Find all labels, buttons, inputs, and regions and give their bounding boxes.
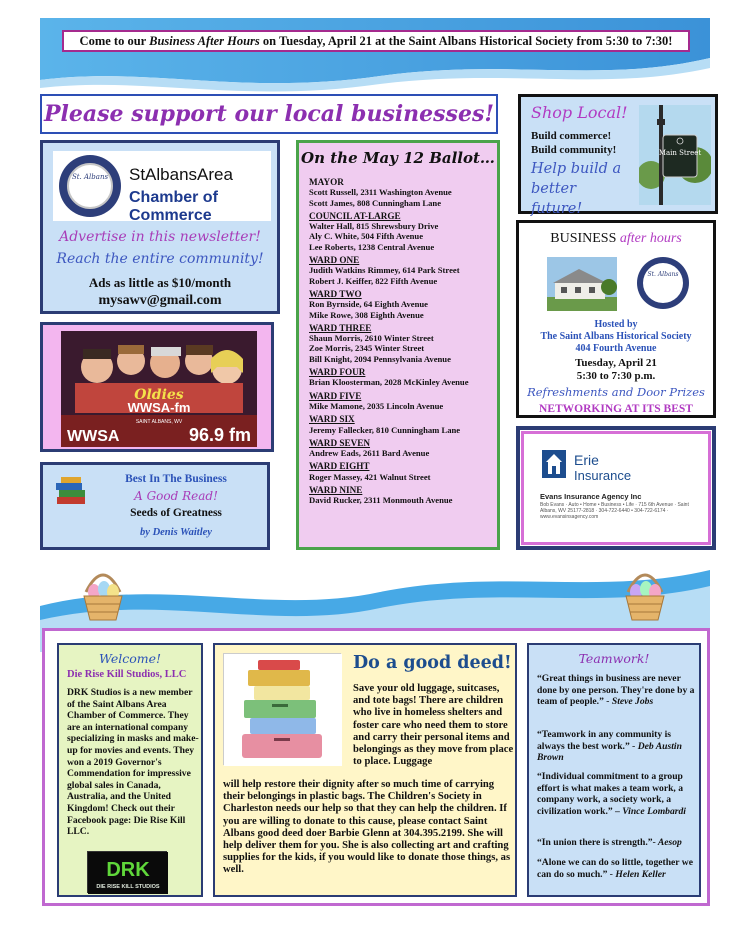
ballot-candidate: Aly C. White, 504 Fifth Avenue	[309, 231, 424, 242]
shop-local-box	[518, 94, 718, 217]
welcome-text: DRK Studios is a new member of the Saint Albans Area Chamber of Commerce. They are an international company specializing in masks and make-up for movies and events. They won a 2019 Governor's Commendation for impressive global sales in Canada, Australia, and the United Kingdom! Check out their Facebook page: Die Rise Kill LLC.	[67, 687, 199, 838]
ballot-office: WARD ONE	[309, 255, 360, 266]
after-hours-heading	[519, 231, 713, 247]
erie-insurance-ad	[516, 426, 716, 550]
quote-author: - Steve Jobs	[603, 696, 654, 708]
book-author: by Denis Waitley	[140, 527, 212, 538]
after-hours-seal-text: St. Albans	[643, 263, 683, 303]
ballot-candidate: Mike Mamone, 2035 Lincoln Avenue	[309, 400, 444, 411]
good-deed-box	[213, 643, 517, 897]
chamber-logo	[53, 151, 271, 224]
ballot-candidate: Judith Watkins Rimmey, 614 Park Street	[309, 265, 460, 276]
ballot-candidate: Walter Hall, 815 Shrewsbury Drive	[309, 221, 439, 232]
ballot-title: On the May 12 Ballot…	[301, 149, 495, 167]
ballot-candidate: Brian Kloosterman, 2028 McKinley Avenue	[309, 377, 469, 388]
banner-suffix: on Tuesday, April 21 at the Saint Albans Historical Society from 5:30 to 7:30!	[259, 34, 673, 48]
best-heading: Best In The Business	[125, 473, 227, 485]
main-street-sign-image	[639, 105, 711, 205]
event-banner	[62, 30, 690, 52]
ballot-office: WARD SEVEN	[309, 437, 371, 448]
teamwork-quote	[537, 837, 697, 849]
ballot-office: WARD FIVE	[309, 390, 362, 401]
quote-author: - Helen Keller	[607, 868, 666, 880]
shop-local-title: Shop Local!	[531, 103, 628, 122]
teamwork-quote	[537, 729, 697, 764]
shop-local-slogan: Help build a better future!	[531, 161, 622, 217]
easter-basket-icon	[80, 562, 126, 624]
teamwork-quote	[537, 857, 697, 880]
banner-emphasis: Business After Hours	[149, 34, 260, 48]
chamber-seal-icon	[59, 155, 121, 217]
agency-details: Bob Evans · Auto • Home • Business • Life · 715 6th Avenue · Saint Albans, WV 25177-2818 · 304-722-6440 • 304-722-6174 · www.evansinsagency.com	[540, 502, 689, 520]
ballot-candidate: Roger Massey, 421 Walnut Street	[309, 471, 431, 482]
hosted-line-1: Hosted by	[594, 319, 638, 330]
good-deed-text-2: will help restore their dignity after so much time of carrying their belongings in plastic bags. The Children's Society in Charleston needs our help so that they can help the children. If you are willing to donate to this cause, please contact Saint Albans good deed doer Barbie Glenn at 304.395.2199. She will help deliver them for you. She is also collecting art and crafting supplies for the kids, if you would like to donate those things, as well.	[223, 779, 511, 876]
drk-logo-big: DRK	[106, 859, 150, 881]
hosted-by	[519, 319, 713, 355]
quote-author: - Aesop	[652, 837, 682, 848]
shop-line-2: Build community!	[531, 144, 617, 156]
ballot-candidate: Scott James, 808 Cunningham Lane	[309, 197, 442, 208]
erie-brand-1: Erie	[574, 452, 599, 468]
ballot-office: WARD TWO	[309, 288, 362, 299]
radio-freq-text: 96.9 fm	[188, 425, 251, 445]
radio-ad	[40, 322, 274, 452]
easter-basket-icon	[622, 562, 668, 624]
quote-author: - Deb Austin Brown	[537, 740, 682, 764]
after-hours-seal-icon	[637, 257, 689, 309]
ballot-candidate: Robert J. Keiffer, 822 Fifth Avenue	[309, 275, 438, 286]
ballot-candidate: Ron Byrnside, 64 Eighth Avenue	[309, 299, 428, 310]
after-hours-plain: BUSINESS	[550, 231, 620, 246]
hosted-line-3: 404 Fourth Avenue	[575, 343, 657, 354]
teamwork-quote	[537, 673, 697, 708]
ballot-office: WARD NINE	[309, 485, 363, 496]
teamwork-quote	[537, 771, 697, 817]
ballot-candidate: David Rucker, 2311 Monmouth Avenue	[309, 495, 453, 506]
ballot-office: WARD FOUR	[309, 367, 366, 378]
radio-oldies-text: Oldies	[134, 387, 184, 403]
ballot-candidate: Andrew Eads, 2611 Bard Avenue	[309, 448, 430, 459]
after-hours-box	[516, 220, 716, 418]
quote-text: “Teamwork in any community is always the best work.”	[537, 729, 671, 752]
reach-text: Reach the entire community!	[56, 251, 264, 267]
ballot-office: WARD EIGHT	[309, 461, 370, 472]
agency-name: Evans Insurance Agency Inc	[540, 492, 642, 501]
event-date-line-2: 5:30 to 7:30 p.m.	[576, 370, 656, 382]
hosted-line-2: The Saint Albans Historical Society	[540, 331, 692, 342]
chamber-seal-text: St. Albans	[67, 163, 113, 209]
networking-text: NETWORKING AT ITS BEST	[539, 403, 693, 415]
ballot-candidate: Lee Roberts, 1238 Central Avenue	[309, 241, 435, 252]
refreshments-text: Refreshments and Door Prizes	[527, 385, 705, 399]
ballot-box	[296, 140, 500, 550]
historical-society-photo	[547, 257, 617, 311]
drk-logo-small: DIE RISE KILL STUDIOS	[96, 884, 160, 890]
radio-call-text: WWSA	[67, 428, 120, 445]
ballot-candidate: Jeremy Fallecker, 810 Cunningham Lane	[309, 424, 461, 435]
drk-logo	[87, 851, 167, 893]
best-in-business-box	[40, 462, 270, 550]
quote-text: “Great things in business are never done by one person. They're done by a team of people.”	[537, 673, 695, 708]
ballot-office: MAYOR	[309, 177, 344, 187]
quote-author: – Vince Lombardi	[612, 805, 686, 817]
ballot-candidate: Zoe Morris, 2345 Winter Street	[309, 343, 425, 354]
advertise-text: Advertise in this newsletter!	[59, 229, 261, 245]
ballot-office: WARD THREE	[309, 322, 372, 333]
welcome-business: Die Rise Kill Studios, LLC	[67, 669, 187, 680]
contact-email[interactable]: mysawv@gmail.com	[98, 293, 222, 308]
welcome-box	[57, 643, 203, 897]
teamwork-box	[527, 643, 701, 897]
chamber-name-line1: StAlbansArea	[129, 165, 233, 184]
teamwork-heading: Teamwork!	[578, 651, 650, 666]
support-headline: Please support our local businesses!	[40, 94, 498, 134]
shop-line-1: Build commerce!	[531, 130, 612, 142]
ads-price-text: Ads as little as $10/month	[88, 275, 232, 290]
erie-brand-2: Insurance	[574, 468, 632, 483]
radio-station-text: WWSA-fm	[127, 400, 191, 415]
ballot-candidate: Bill Knight, 2094 Pennsylvania Avenue	[309, 353, 451, 364]
sign-text: Main Street	[658, 149, 702, 157]
good-deed-text-1: Save your old luggage, suitcases, and tote bags! There are children who live in homeless shelters and foster care who need them to store and carry their personal items and belongings as they move from place to place. Luggage	[353, 683, 514, 768]
book-title: Seeds of Greatness	[130, 507, 222, 519]
event-date-line-1: Tuesday, April 21	[575, 357, 657, 369]
ballot-candidate: Scott Russell, 2311 Washington Avenue	[309, 187, 452, 198]
lower-section	[42, 628, 710, 906]
after-hours-script: after hours	[619, 231, 682, 246]
quote-text: “Alone we can do so little, together we can do so much.”	[537, 857, 693, 880]
luggage-stack-image	[223, 653, 341, 765]
ballot-candidate: Shaun Morris, 2610 Winter Street	[309, 333, 434, 344]
best-subheading: A Good Read!	[134, 489, 218, 503]
business-card	[532, 442, 702, 538]
erie-logo-icon	[542, 450, 566, 478]
chamber-ad	[40, 140, 280, 314]
ballot-candidate: Mike Rowe, 308 Eighth Avenue	[309, 309, 424, 320]
shop-local-lines	[531, 129, 616, 157]
ballot-office: COUNCIL AT-LARGE	[309, 210, 401, 221]
welcome-heading: Welcome!	[98, 651, 162, 666]
radio-city-text: SAINT ALBANS, WV	[135, 419, 183, 425]
ballot-office: WARD SIX	[309, 414, 355, 425]
banner-prefix: Come to our	[79, 34, 150, 48]
quote-text: “In union there is strength.”	[537, 837, 653, 848]
quote-text: “Individual commitment to a group effort is what makes a team work, a company work, a society work, a civilization work.”	[537, 771, 684, 817]
ballot-list	[309, 177, 499, 506]
radio-station-image	[61, 331, 257, 447]
chamber-name-line2: Chamber of Commerce	[129, 189, 218, 224]
event-date	[519, 357, 713, 383]
good-deed-title: Do a good deed!	[353, 653, 512, 673]
